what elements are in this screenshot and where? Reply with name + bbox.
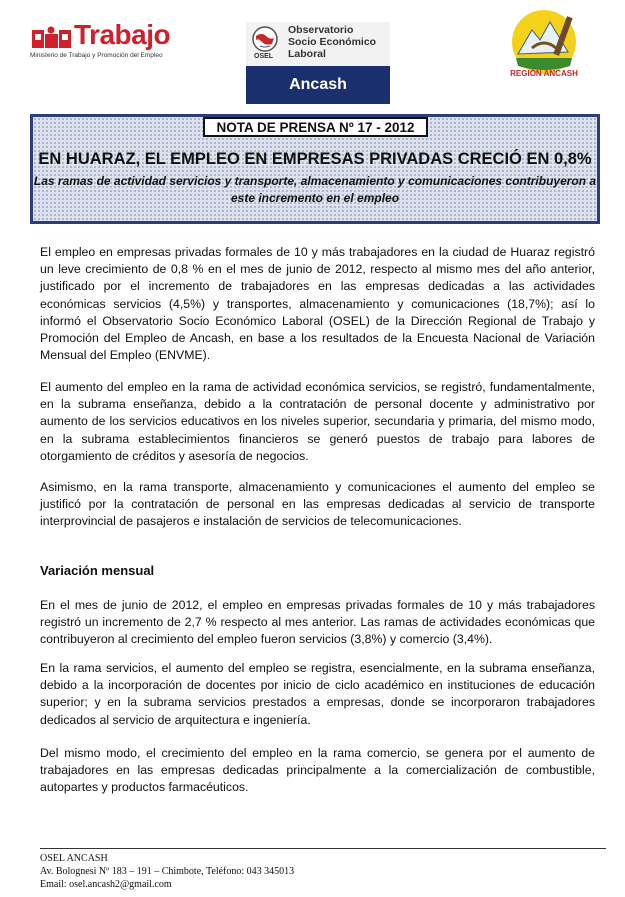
osel-logo-top: [246, 22, 390, 66]
footer-divider: [40, 848, 606, 849]
osel-org-line2: Socio Económico: [288, 36, 377, 48]
footer-email: Email: osel.ancash2@gmail.com: [40, 879, 172, 890]
body-paragraph-1: El empleo en empresas privadas formales de 10 y más trabajadores en la ciudad de Huaraz registró un leve crecimiento de 0,8 % en el mes de junio de 2012, respecto al mismo mes del año anterior, justificado por el incremento de trabajadores en las empresas dedicadas a las actividades económicas servicios (4,5%) y transportes, almacenamiento y comunicaciones (18,7%); así lo informó el Observatorio Socio Económico Laboral (OSEL) de la Dirección Regional de Trabajo y Promoción del Empleo de Ancash, en base a los resultados de la Encuesta Nacional de Variación Mensual del Empleo (ENVME).: [40, 245, 595, 363]
osel-logo: [246, 22, 390, 104]
region-ancash-logo: [510, 8, 578, 80]
section-paragraph-3: Del mismo modo, el crecimiento del empleo en la rama comercio, se genera por el aumento de trabajadores en las empresas dedicadas principalmente a la comercialización de combustible, autopartes y productos farmacéuticos.: [40, 746, 595, 795]
headline: EN HUARAZ, EL EMPLEO EN EMPRESAS PRIVADAS CRECIÓ EN 0,8%: [38, 150, 592, 168]
osel-acronym: OSEL: [254, 53, 274, 60]
body-paragraph-3: Asimismo, en la rama transporte, almacenamiento y comunicaciones el aumento del empleo se justificó por la contratación de personal en las empresas dedicadas al servicio de transporte interprovincial de pasajeros e instalación de servicios de telecomunicaciones.: [40, 480, 595, 529]
footer-address: Av. Bolognesi Nº 183 – 191 – Chimbote, Teléfono: 043 345013: [40, 866, 295, 877]
ministerio-trabajo-logo: [30, 18, 190, 64]
osel-org-name: [288, 24, 376, 60]
osel-org-line1: Observatorio: [288, 24, 354, 36]
trabajo-wordmark: Trabajo: [74, 19, 171, 50]
section-title: Variación mensual: [40, 563, 155, 578]
section-paragraph-2: En la rama servicios, el aumento del empleo se registra, esencialmente, en la subrama enseñanza, debido a la incorporación de docentes por inicio de ciclo académico en instituciones de educación superior; y en la subrama servicios prestados a empresas, donde se incorporaron trabajadores dedicados al servicio de arquitectura e ingeniería.: [40, 661, 595, 727]
osel-org-line3: Laboral: [288, 48, 326, 60]
footer-org: OSEL ANCASH: [40, 853, 108, 864]
ministry-subtitle: Ministerio de Trabajo y Promoción del Empleo: [30, 52, 163, 59]
globe-icon: [252, 26, 278, 52]
ministry-emblem-icon: [32, 26, 72, 48]
press-release-number: NOTA DE PRENSA Nº 17 - 2012: [203, 117, 428, 137]
body-paragraph-2: El aumento del empleo en la rama de actividad económica servicios, se registró, fundamentalmente, en la subrama enseñanza, debido a la contratación de personal docente y administrativo por aumento de los servicios educativos en los niveles superior, secundaria y primaria, del mismo modo, en la subrama establecimientos financieros se generó puestos de trabajo para labores de otorgamiento de créditos y asesoría de negocios.: [40, 380, 595, 463]
region-ancash-text: REGIÓN ANCASH: [510, 69, 578, 78]
osel-region-band: Ancash: [246, 66, 390, 104]
footer: [40, 852, 294, 891]
section-paragraph-1: En el mes de junio de 2012, el empleo en empresas privadas formales de 10 y más trabajadores registró un incremento de 2,7 % respecto al mes anterior. Las ramas de actividades económicas que contribuyeron al crecimiento del empleo fueron servicios (3,8%) y comercio (3,4%).: [40, 598, 595, 647]
subheadline: Las ramas de actividad servicios y transporte, almacenamiento y comunicaciones contribuyeron a este incremento en el empleo: [33, 174, 597, 205]
